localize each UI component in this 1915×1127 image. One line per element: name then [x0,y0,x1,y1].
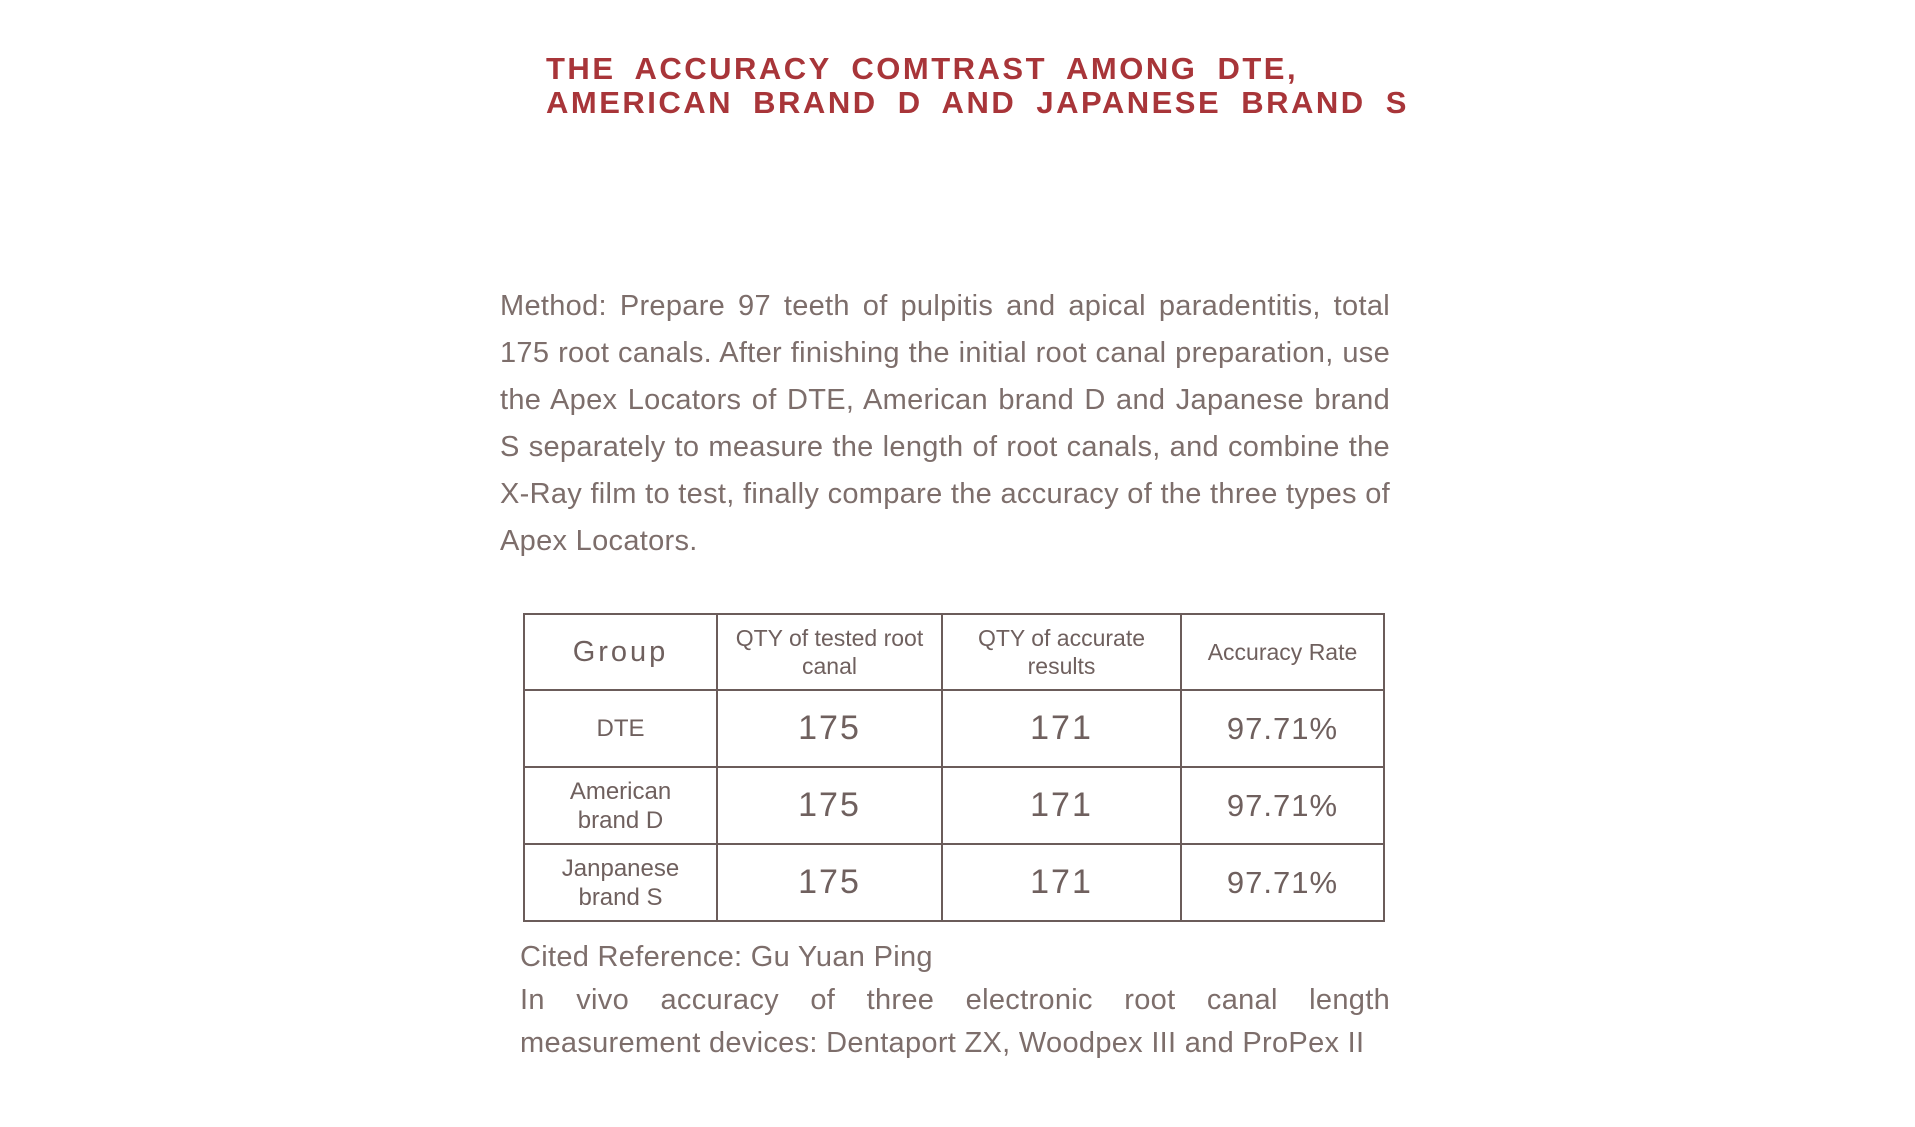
cell-group [524,767,717,844]
table-row [524,844,1384,921]
group-name-line2: brand D [577,806,664,834]
table-header-row [524,614,1384,690]
header-qty-tested: QTY of tested root canal [717,614,942,690]
page-title [546,52,1409,120]
table-row [524,690,1384,767]
header-accuracy-rate: Accuracy Rate [1181,614,1384,690]
group-name-line2: brand S [578,883,663,911]
page-title-line1: THE ACCURACY COMTRAST AMONG DTE, [546,51,1299,86]
accuracy-table [523,613,1385,922]
reference-detail: In vivo accuracy of three electronic root canal length measurement devices: Dentaport ZX, Woodpex III and ProPex II [520,984,1390,1059]
cell-accuracy-rate: 97.71% [1181,690,1384,767]
cell-qty-tested: 175 [717,844,942,921]
cell-qty-accurate: 171 [942,844,1181,921]
method-paragraph: Method: Prepare 97 teeth of pulpitis and apical paradentitis, total 175 root canals. After finishing the initial root canal preparation, use the Apex Locators of DTE, American brand D and Japanese brand S separately to measure the length of root canals, and combine the X-Ray film to test, finally compare the accuracy of the three types of Apex Locators. [500,290,1390,557]
group-name-line1: DTE [596,715,645,742]
page-title-line2: AMERICAN BRAND D AND JAPANESE BRAND S [546,85,1409,120]
cell-group [524,690,717,767]
cell-accuracy-rate: 97.71% [1181,767,1384,844]
cell-qty-tested: 175 [717,690,942,767]
citation-block [520,936,1390,1065]
cell-group [524,844,717,921]
header-qty-accurate: QTY of accurate results [942,614,1181,690]
table-row [524,767,1384,844]
group-name-line1: American [569,777,672,805]
cited-reference: Cited Reference: Gu Yuan Ping [520,941,933,973]
group-name-line1: Janpanese [561,854,680,882]
cell-qty-accurate: 171 [942,767,1181,844]
cell-accuracy-rate: 97.71% [1181,844,1384,921]
cell-qty-tested: 175 [717,767,942,844]
cell-qty-accurate: 171 [942,690,1181,767]
header-group: Group [524,614,717,690]
